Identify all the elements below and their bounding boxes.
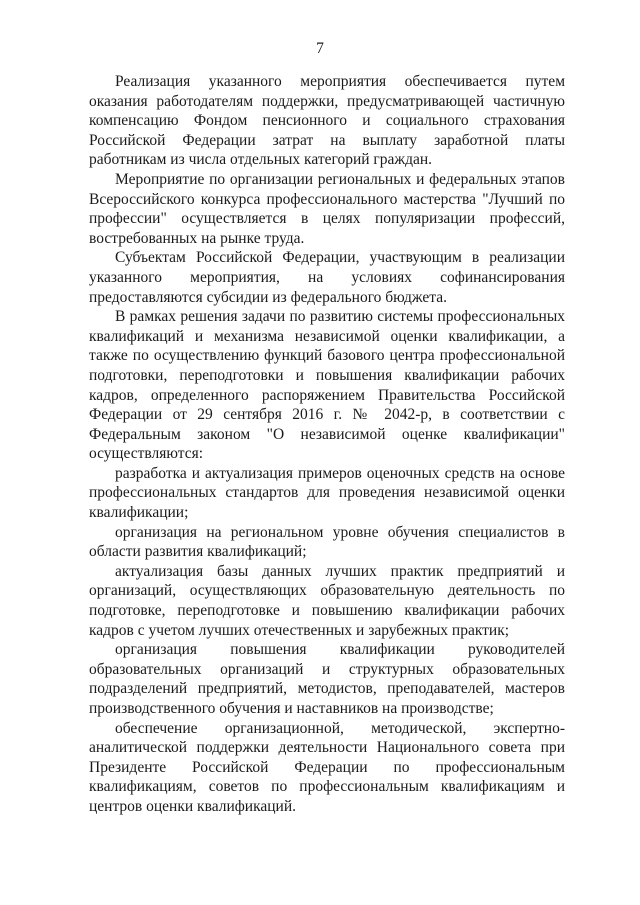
list-item-assessment-tools: разработка и актуализация примеров оценочных средств на основе профессиональных стандартов для проведения независимой оценки квалификации; <box>89 464 565 522</box>
paragraph-qualification-system: В рамках решения задачи по развитию системы профессиональных квалификаций и механизма независимой оценки квалификации, а также по осуществлению функций базового центра профессиональной подготовки, переподготовки и повышения квалификации рабочих кадров, определенного распоряжением Правительства Российской Федерации от 29 сентября 2016 г. № 2042-р, в соответствии с Федеральным законом "О независимой оценке квалификации" осуществляются: <box>89 308 565 463</box>
paragraph-best-in-profession-contest: Мероприятие по организации региональных и федеральных этапов Всероссийского конкурса профессионального мастерства "Лучший по профессии" осуществляется в целях популяризации профессий, востребованных на рынке труда. <box>89 170 565 247</box>
paragraph-employer-support: Реализация указанного мероприятия обеспечивается путем оказания работодателям поддержки, предусматривающей частичную компенсацию Фондом пенсионного и социального страхования Российской Федерации затрат на выплату заработной платы работникам из числа отдельных категорий граждан. <box>89 73 565 169</box>
document-body <box>89 72 565 817</box>
paragraph-regional-subsidies: Субъектам Российской Федерации, участвующим в реализации указанного мероприятия, на условиях софинансирования предоставляются субсидии из федерального бюджета. <box>89 249 565 306</box>
list-item-national-council-support: обеспечение организационной, методической, экспертно-аналитической поддержки деятельности Национального совета при Президенте Российской Федерации по профессиональным квалификациям, советов по профессиональным квалификациям и центров оценки квалификаций. <box>89 719 565 815</box>
list-item-specialist-training: организация на региональном уровне обучения специалистов в области развития квалификаций; <box>89 523 565 561</box>
list-item-best-practices-database: актуализация базы данных лучших практик предприятий и организаций, осуществляющих образовательную деятельность по подготовке, переподготовке и повышению квалификации рабочих кадров с учетом лучших отечественных и зарубежных практик; <box>89 562 565 639</box>
page-number: 7 <box>316 40 324 57</box>
list-item-advanced-training: организация повышения квалификации руководителей образовательных организаций и структурных образовательных подразделений предприятий, методистов, преподавателей, мастеров производственного обучения и наставников на производстве; <box>89 641 565 717</box>
